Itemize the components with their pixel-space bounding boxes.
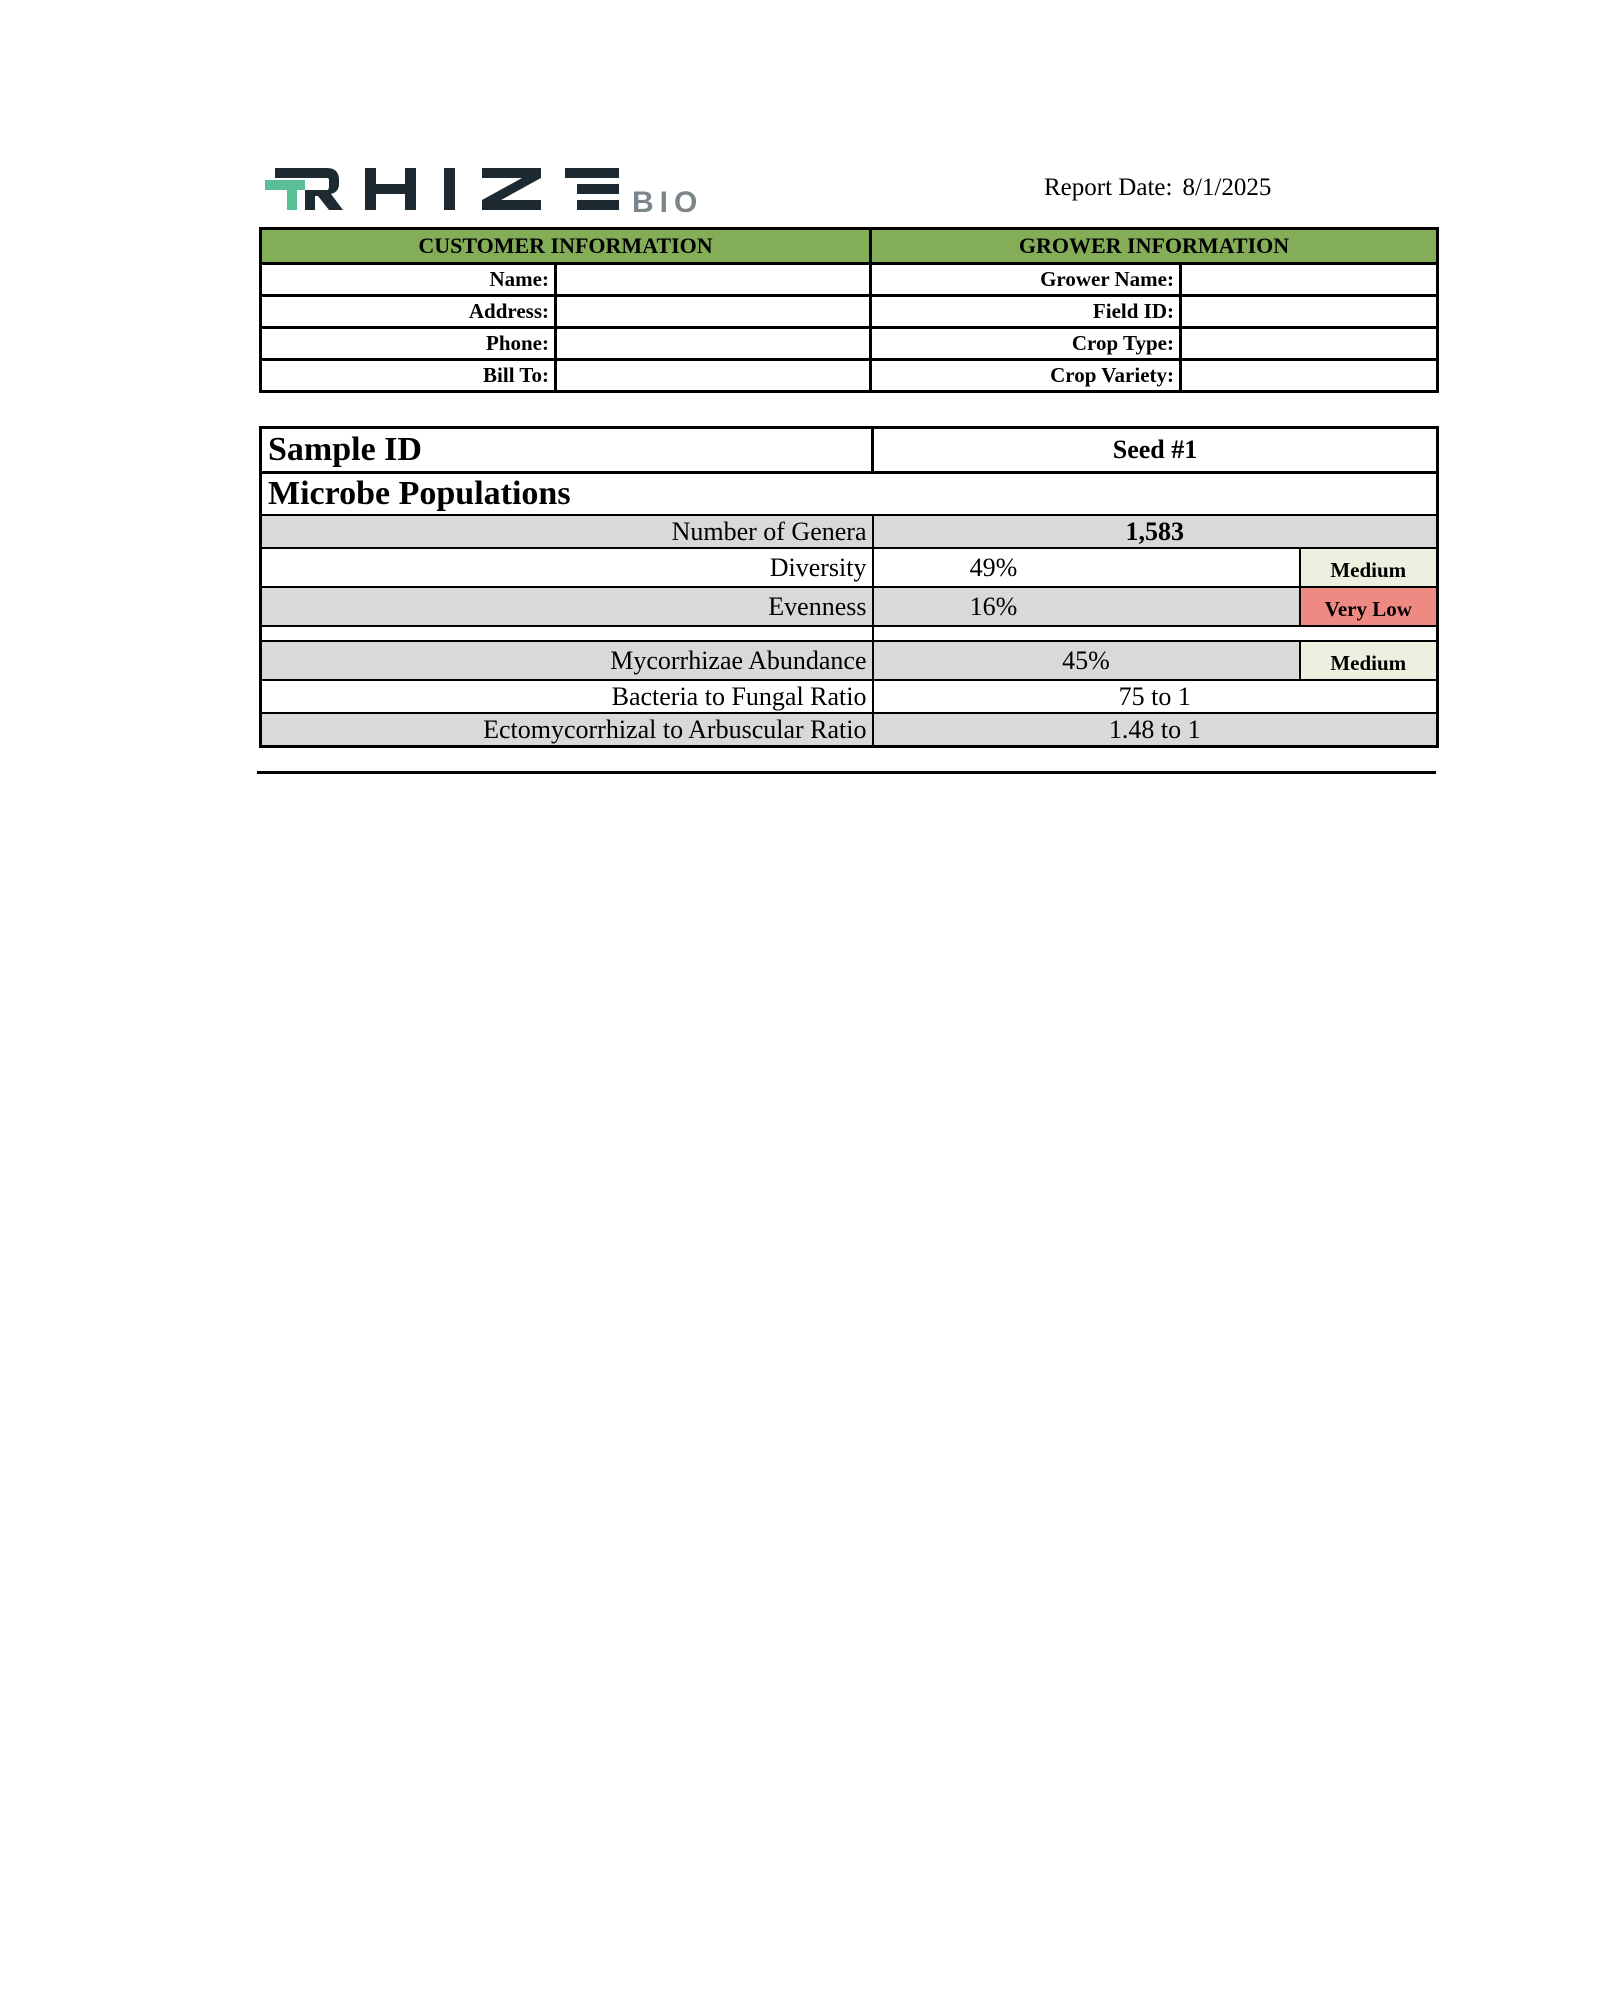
- customer-address-field[interactable]: [556, 296, 871, 328]
- table-row: [261, 515, 1438, 548]
- metric-value: 1,583: [873, 515, 1438, 548]
- table-row: [261, 587, 1438, 626]
- customer-phone-label: Phone:: [261, 328, 556, 360]
- crop-type-label: Crop Type:: [871, 328, 1181, 360]
- spacer-row: [261, 626, 1438, 641]
- grower-info-header: GROWER INFORMATION: [871, 229, 1438, 264]
- metric-label: Evenness: [261, 587, 873, 626]
- table-row: [261, 713, 1438, 747]
- grower-name-field[interactable]: [1181, 264, 1438, 296]
- rating-badge: Medium: [1300, 641, 1438, 680]
- table-row: [261, 641, 1438, 680]
- metric-label: Bacteria to Fungal Ratio: [261, 680, 873, 713]
- metric-value: 49%: [873, 548, 1300, 587]
- logo-suffix: BIO: [632, 186, 704, 219]
- sample-id-value: Seed #1: [873, 428, 1438, 473]
- table-row: [261, 548, 1438, 587]
- customer-address-label: Address:: [261, 296, 556, 328]
- bottom-divider: [257, 771, 1436, 774]
- metric-value: 45%: [873, 641, 1300, 680]
- rating-badge: Medium: [1300, 548, 1438, 587]
- bill-to-field[interactable]: [556, 360, 871, 392]
- crop-variety-label: Crop Variety:: [871, 360, 1181, 392]
- bill-to-label: Bill To:: [261, 360, 556, 392]
- metric-label: Number of Genera: [261, 515, 873, 548]
- sample-id-label: Sample ID: [261, 428, 873, 473]
- metric-value: 16%: [873, 587, 1300, 626]
- field-id-label: Field ID:: [871, 296, 1181, 328]
- metric-label: Diversity: [261, 548, 873, 587]
- crop-variety-field[interactable]: [1181, 360, 1438, 392]
- report-date-value: 8/1/2025: [1182, 174, 1272, 201]
- customer-phone-field[interactable]: [556, 328, 871, 360]
- grower-name-label: Grower Name:: [871, 264, 1181, 296]
- report-date-label: Report Date:: [1044, 174, 1173, 201]
- table-row: [261, 680, 1438, 713]
- rhize-bio-logo: [265, 160, 725, 220]
- customer-name-field[interactable]: [556, 264, 871, 296]
- metric-value: 75 to 1: [873, 680, 1438, 713]
- field-id-field[interactable]: [1181, 296, 1438, 328]
- metric-label: Mycorrhizae Abundance: [261, 641, 873, 680]
- crop-type-field[interactable]: [1181, 328, 1438, 360]
- metric-label: Ectomycorrhizal to Arbuscular Ratio: [261, 713, 873, 747]
- results-table: [259, 426, 1439, 748]
- info-table: [259, 227, 1439, 393]
- customer-name-label: Name:: [261, 264, 556, 296]
- report-date: [1044, 174, 1271, 202]
- microbe-populations-title: Microbe Populations: [261, 473, 1438, 516]
- customer-info-header: CUSTOMER INFORMATION: [261, 229, 871, 264]
- metric-value: 1.48 to 1: [873, 713, 1438, 747]
- rating-badge: Very Low: [1300, 587, 1438, 626]
